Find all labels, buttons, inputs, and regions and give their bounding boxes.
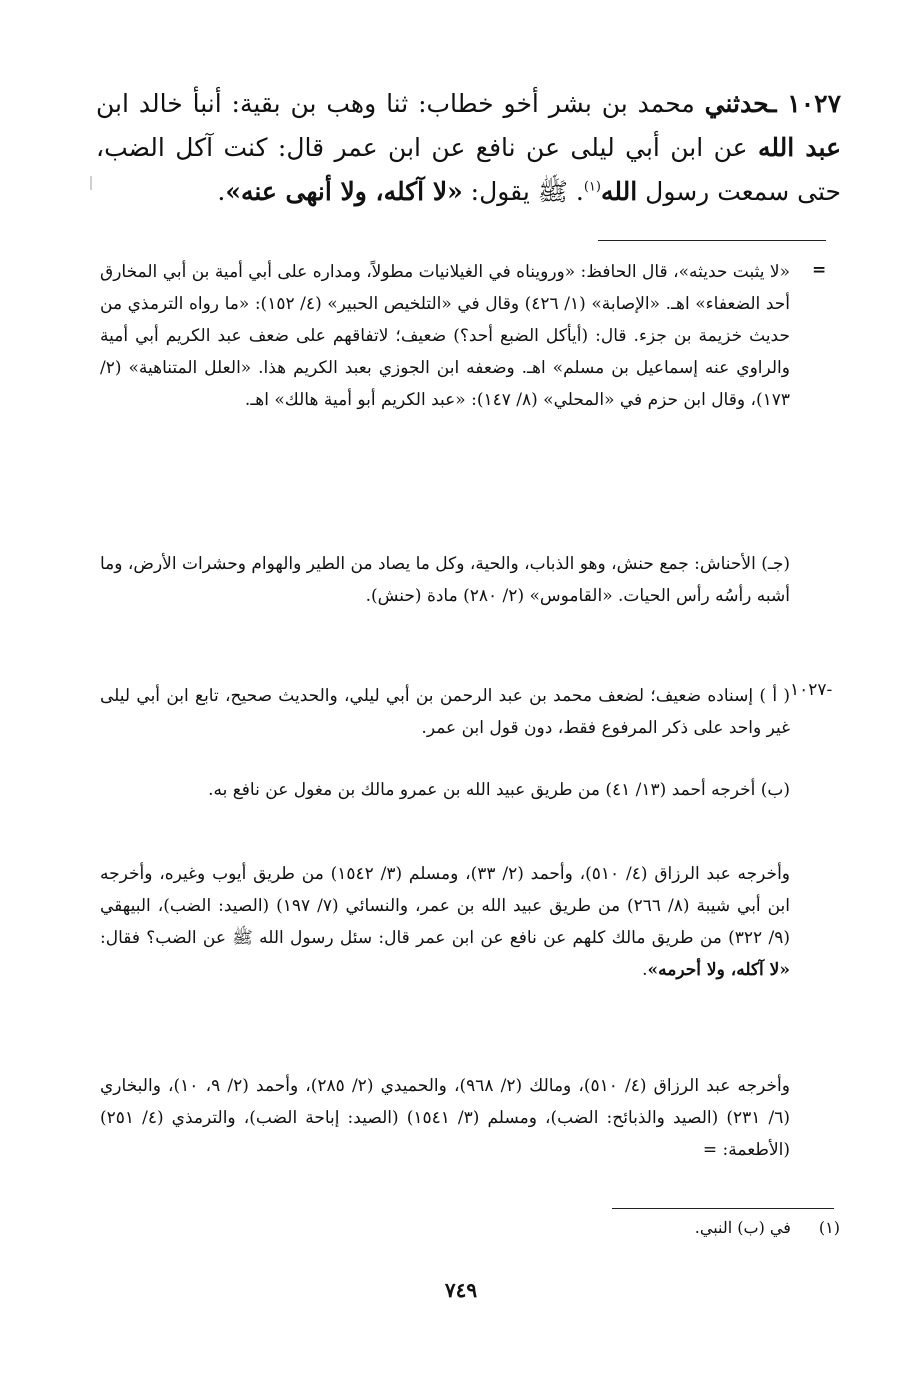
hadith-chain-3: . ﷺ يقول: <box>462 177 584 206</box>
takhrij-1-text: وأخرجه عبد الرزاق (٤/ ٥١٠)، وأحمد (٢/ ٣٣)، ومسلم (٣/ ١٥٤٢) من طريق أيوب وغيره، وأخرجه ابن أبي شيبة (٨/ ٢٦٦) من طريق عبيد الله بن عمر، والنسائي (٧/ ١٩٧) (الصيد: الضب)، البيهقي (٩/ ٣٢٢) من طريق مالك كلهم عن نافع عن ابن عمر قال: سئل رسول الله ﷺ عن الضب؟ فقال: <box>100 864 790 948</box>
footnote-reference: (١) <box>583 179 601 195</box>
hadith-chain-1: محمد بن بشر أخو خطاب: ثنا وهب بن بقية: أنبأ خالد ابن <box>96 89 705 118</box>
footnote-text: في (ب) النبي. <box>694 1218 791 1237</box>
takhrij-1-quote: «لا آكله، ولا أحرمه» <box>647 960 790 980</box>
footnote <box>560 1216 840 1240</box>
commentary-note-jim: (جـ) الأحناش: جمع حنش، وهو الذباب، والحية، وكل ما يصاد من الطير والهوام وحشرات الأرض، وما أشبه رأسُه رأس الحيات. «القاموس» (٢/ ٢٨٠) مادة (حنش). <box>100 554 790 606</box>
continuation-marker: = <box>812 260 827 280</box>
page-number: ٧٤٩ <box>444 1278 478 1302</box>
hadith-end: . <box>217 177 226 206</box>
scan-mark <box>90 176 92 190</box>
hadith-abdullah: عبد الله <box>758 133 842 162</box>
commentary-takhrij-2: وأخرجه عبد الرزاق (٤/ ٥١٠)، ومالك (٢/ ٩٦٨)، والحميدي (٢/ ٢٨٥)، وأحمد (٢/ ٩، ١٠)، والبخاري (٦/ ٢٣١) (الصيد والذبائح: الضب)، ومسلم (٣/ ١٥٤١) (الصيد: إباحة الضب)، والترمذي (٤/ ٢٥١) (الأطعمة: = <box>100 1076 790 1160</box>
hadith-allah: الله <box>600 177 638 206</box>
hadith-quote: «لا آكله، ولا أنهى عنه» <box>225 177 463 206</box>
commentary-note-ba: (ب) أخرجه أحمد (١٣/ ٤١) من طريق عبيد الله بن عمرو مالك بن مغول عن نافع به. <box>208 780 790 800</box>
commentary-takhrij-1 <box>100 858 790 986</box>
divider-rule <box>598 240 826 241</box>
takhrij-1-end: . <box>642 960 648 980</box>
footnote-number: (١) <box>818 1218 840 1237</box>
hadith-chain-2: عن ابن أبي ليلى عن نافع عن ابن عمر قال: كنت آكل الضب، حتى سمعت رسول <box>96 133 841 206</box>
hadith-main-text <box>96 82 841 214</box>
footnote-divider <box>612 1208 834 1209</box>
hadith-intro-word: حدثني <box>704 89 770 118</box>
commentary-entry-number: ١٠٢٧- <box>790 680 833 700</box>
hadith-number: ١٠٢٧ ـ <box>769 89 841 118</box>
commentary-continuation: «لا يثبت حديثه»، قال الحافظ: «ورويناه في الغيلانيات مطولاً، ومداره على أبي أمية بن أبي المخارق أحد الضعفاء» اهـ. «الإصابة» (١/ ٤٢٦) وقال في «التلخيص الحبير» (٤/ ١٥٢): «ما رواه الترمذي من حديث خزيمة بن جزء. قال: (أيأكل الضبع أحد؟) ضعيف؛ لاتفاقهم على ضعف عبد الكريم أبي أمية والراوي عنه إسماعيل بن مسلم» اهـ. وضعفه ابن الجوزي بعبد الكريم هذا. «العلل المتناهية» (٢/ ١٧٣)، وقال ابن حزم في «المحلي» (٨/ ١٤٧): «عبد الكريم أبو أمية هالك» اهـ. <box>100 262 790 410</box>
commentary-note-alif: ( أ ) إسناده ضعيف؛ لضعف محمد بن عبد الرحمن بن أبي ليلي، والحديث صحيح، تابع ابن أبي ليلى غير واحد على ذكر المرفوع فقط، دون قول ابن عمر. <box>100 686 790 738</box>
